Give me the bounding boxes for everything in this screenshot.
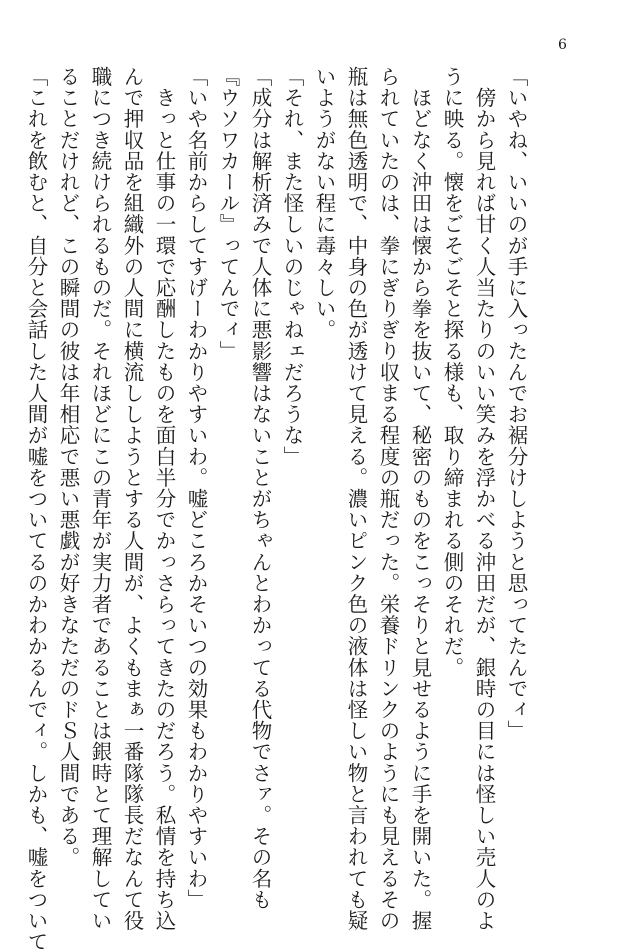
text-line: んで押収品を組織外の人間に横流ししようとする人間が、よくもまぁ一番隊隊長だなんて役 <box>120 66 144 932</box>
text-line: 『ウソワカール』ってんでィ」 <box>216 66 240 362</box>
text-line: うに映る。懐をごそごそと探る様も、取り締まれる側のそれだ。 <box>440 66 464 678</box>
text-line: きっと仕事の一環で応酬したものを面白半分でかっさらってきたのだろう。私情を持ち込 <box>152 66 176 932</box>
text-line: 「いやね、いいのが手に入ったんでお裾分けしようと思ってたんでィ」 <box>504 66 528 742</box>
text-line: 「成分は解析済みで人体に悪影響はないことがちゃんとわかってる代物でさァ。その名も <box>248 66 272 910</box>
text-line: 傍から見れば甘く人当たりのいい笑みを浮かべる沖田だが、銀時の目には怪しい売人のよ <box>472 66 496 932</box>
text-line: いようがない程に毒々しい。 <box>312 66 336 341</box>
text-line: 瓶は無色透明で、中身の色が透けて見える。濃いピンク色の液体は怪しい物と言われても疑 <box>344 66 368 932</box>
body-text <box>24 66 532 952</box>
page-number: 6 <box>558 37 567 53</box>
text-line: 職につき続けられるものだ。それほどにこの青年が実力者であることは銀時とて理解してい <box>88 66 112 932</box>
text-line: られていたのは、拳にぎりぎり収まる程度の瓶だった。栄養ドリンクのようにも見えるその <box>376 66 400 932</box>
text-line: ほどなく沖田は懐から拳を抜いて、秘密のものをこっそりと見せるように手を開いた。握 <box>408 66 432 932</box>
text-line: 「これを飲むと、自分と会話した人間が嘘をついてるのかわかるんでィ。しかも、嘘をついて <box>24 66 48 952</box>
text-line: 「いや名前からしてすげーわかりやすいわ。嘘どころかそいつの効果もわかりやすいわ」 <box>184 66 208 910</box>
text-line: 「それ、また怪しいのじゃねェだろうな」 <box>280 66 304 467</box>
text-line: ることだけれど、この瞬間の彼は年相応で悪い悪戯が好きなただのドＳ人間である。 <box>56 66 80 868</box>
